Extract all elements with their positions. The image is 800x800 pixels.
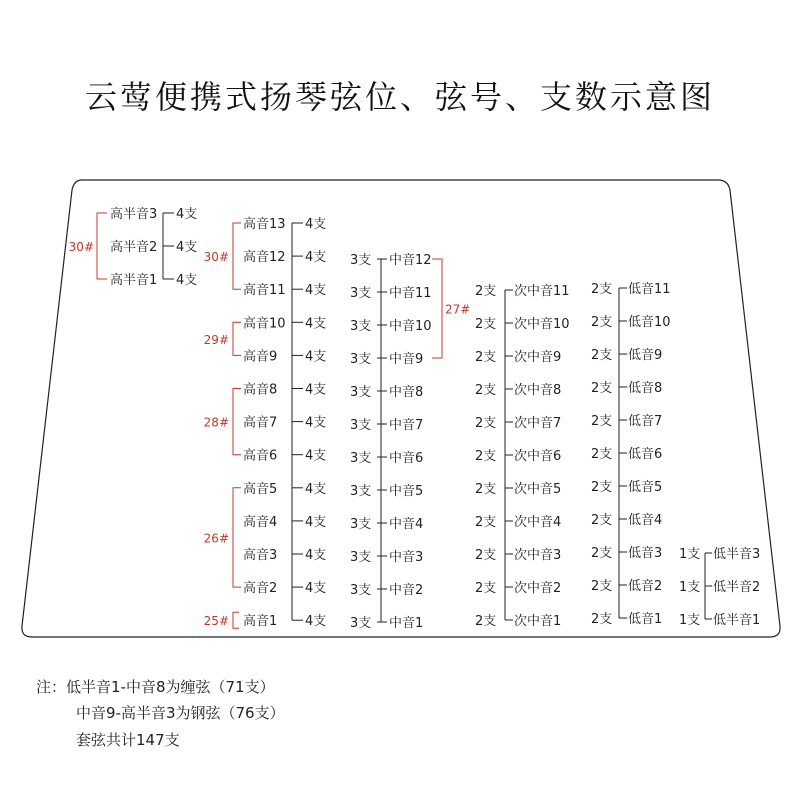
string-label-gao: 高音9 bbox=[243, 349, 278, 365]
string-count-di: 2支 bbox=[591, 546, 613, 561]
string-count-cizhong: 2支 bbox=[475, 449, 497, 464]
string-label-gao: 高音6 bbox=[243, 448, 278, 464]
string-count-cizhong: 2支 bbox=[475, 614, 497, 629]
group-bracket-gao-0 bbox=[233, 223, 241, 289]
string-count-zhong: 3支 bbox=[350, 616, 372, 631]
string-count-di: 2支 bbox=[591, 447, 613, 462]
string-label-gao: 高音12 bbox=[243, 250, 286, 266]
string-label-cizhong: 次中音1 bbox=[514, 614, 562, 629]
string-label-gaoban-1: 高半音1 bbox=[110, 273, 158, 288]
string-count-gao: 4支 bbox=[305, 283, 327, 299]
string-count-cizhong: 2支 bbox=[475, 548, 497, 563]
string-count-di: 2支 bbox=[591, 282, 613, 297]
string-label-cizhong: 次中音8 bbox=[514, 383, 562, 398]
string-count-diban: 1支 bbox=[679, 613, 701, 628]
group-label-zhong: 27# bbox=[445, 302, 471, 317]
string-count-cizhong: 2支 bbox=[475, 416, 497, 431]
string-count-cizhong: 2支 bbox=[475, 317, 497, 332]
string-label-zhong: 中音8 bbox=[389, 385, 424, 400]
string-count-gao: 4支 bbox=[305, 514, 327, 530]
note-line-1: 注：低半音1-中音8为缠弦（71支） bbox=[36, 678, 275, 696]
string-label-cizhong: 次中音9 bbox=[514, 350, 562, 365]
group-bracket-gao-2 bbox=[233, 389, 241, 455]
string-count-zhong: 3支 bbox=[350, 484, 372, 499]
string-count-gao: 4支 bbox=[305, 548, 327, 563]
group-bracket-gao-3 bbox=[233, 488, 241, 587]
string-count-di: 2支 bbox=[591, 348, 613, 363]
diagram-title: 云莺便携式扬琴弦位、弦号、支数示意图 bbox=[84, 78, 716, 116]
string-label-gao: 高音3 bbox=[243, 548, 278, 563]
string-count-zhong: 3支 bbox=[350, 385, 372, 400]
string-count-diban: 1支 bbox=[679, 547, 701, 562]
group-label-gao-0: 30# bbox=[203, 250, 229, 265]
string-label-di: 低音2 bbox=[628, 579, 663, 594]
string-count-zhong: 3支 bbox=[350, 517, 372, 532]
string-label-gao: 高音1 bbox=[243, 614, 278, 630]
string-label-cizhong: 次中音3 bbox=[514, 548, 562, 563]
string-count-gaoban-1: 4支 bbox=[176, 273, 198, 288]
string-count-zhong: 3支 bbox=[350, 550, 372, 565]
string-count-zhong: 3支 bbox=[350, 286, 372, 301]
group-label-gao-4: 25# bbox=[203, 614, 229, 629]
string-count-gao: 4支 bbox=[305, 349, 327, 365]
string-label-cizhong: 次中音7 bbox=[514, 416, 562, 431]
string-label-gao: 高音5 bbox=[243, 481, 278, 497]
string-count-gao: 4支 bbox=[305, 481, 327, 497]
string-label-zhong: 中音9 bbox=[389, 352, 424, 367]
note-line-2: 中音9-高半音3为钢弦（76支） bbox=[76, 704, 285, 722]
group-label-gaoban: 30# bbox=[68, 240, 94, 254]
string-count-gao: 4支 bbox=[305, 581, 327, 597]
string-count-di: 2支 bbox=[591, 381, 613, 396]
string-count-zhong: 3支 bbox=[350, 352, 372, 367]
string-label-zhong: 中音2 bbox=[389, 583, 424, 598]
group-label-gao-1: 29# bbox=[203, 332, 229, 347]
string-label-di: 低音6 bbox=[628, 447, 663, 462]
string-label-zhong: 中音5 bbox=[389, 484, 424, 499]
string-count-cizhong: 2支 bbox=[475, 581, 497, 596]
string-label-zhong: 中音7 bbox=[389, 418, 424, 433]
group-bracket-gao-1 bbox=[233, 322, 241, 355]
string-label-zhong: 中音4 bbox=[389, 517, 424, 532]
string-label-di: 低音4 bbox=[628, 513, 663, 528]
string-label-gao: 高音11 bbox=[243, 283, 286, 299]
string-label-di: 低音8 bbox=[628, 381, 663, 396]
string-count-gao: 4支 bbox=[305, 448, 327, 464]
string-label-di: 低音7 bbox=[628, 414, 663, 429]
group-label-gao-2: 28# bbox=[203, 415, 229, 430]
string-count-gao: 4支 bbox=[305, 250, 327, 266]
string-label-gao: 高音8 bbox=[243, 382, 278, 398]
string-label-diban: 低半音2 bbox=[713, 580, 761, 595]
string-count-gao: 4支 bbox=[305, 415, 327, 431]
string-count-gaoban-3: 4支 bbox=[176, 207, 198, 222]
group-bracket-zhong bbox=[432, 259, 442, 358]
string-count-zhong: 3支 bbox=[350, 418, 372, 433]
string-layout bbox=[69, 206, 761, 631]
string-label-diban: 低半音1 bbox=[713, 613, 761, 628]
string-count-di: 2支 bbox=[591, 480, 613, 495]
string-count-cizhong: 2支 bbox=[475, 515, 497, 530]
string-label-diban: 低半音3 bbox=[713, 547, 761, 562]
string-label-zhong: 中音12 bbox=[389, 253, 432, 268]
string-count-gaoban-2: 4支 bbox=[176, 240, 198, 255]
string-label-di: 低音9 bbox=[628, 348, 663, 363]
note-line-3: 套弦共计147支 bbox=[76, 731, 180, 749]
string-label-cizhong: 次中音11 bbox=[514, 284, 570, 299]
string-count-zhong: 3支 bbox=[350, 583, 372, 598]
string-count-cizhong: 2支 bbox=[475, 284, 497, 299]
string-label-zhong: 中音10 bbox=[389, 319, 432, 334]
string-label-gao: 高音7 bbox=[243, 415, 278, 431]
string-count-gao: 4支 bbox=[305, 217, 327, 232]
string-label-di: 低音3 bbox=[628, 546, 663, 561]
string-count-zhong: 3支 bbox=[350, 253, 372, 268]
string-label-zhong: 中音6 bbox=[389, 451, 424, 466]
string-label-di: 低音11 bbox=[628, 282, 671, 297]
string-count-cizhong: 2支 bbox=[475, 482, 497, 497]
string-count-di: 2支 bbox=[591, 315, 613, 330]
string-count-gao: 4支 bbox=[305, 382, 327, 398]
string-label-gao: 高音2 bbox=[243, 581, 278, 597]
string-count-zhong: 3支 bbox=[350, 319, 372, 334]
string-label-gao: 高音13 bbox=[243, 217, 286, 232]
string-label-zhong: 中音1 bbox=[389, 616, 424, 631]
string-label-gaoban-2: 高半音2 bbox=[110, 240, 158, 255]
string-label-di: 低音10 bbox=[628, 315, 671, 330]
group-bracket-gao-4 bbox=[233, 612, 239, 628]
group-label-gao-3: 26# bbox=[203, 531, 229, 546]
group-bracket-gaoban bbox=[97, 213, 107, 279]
string-count-diban: 1支 bbox=[679, 580, 701, 595]
string-count-di: 2支 bbox=[591, 414, 613, 429]
string-count-di: 2支 bbox=[591, 579, 613, 594]
string-label-zhong: 中音3 bbox=[389, 550, 424, 565]
string-count-cizhong: 2支 bbox=[475, 350, 497, 365]
string-count-cizhong: 2支 bbox=[475, 383, 497, 398]
string-count-gao: 4支 bbox=[305, 316, 327, 332]
string-label-zhong: 中音11 bbox=[389, 286, 432, 301]
string-label-gao: 高音4 bbox=[243, 514, 278, 530]
string-label-cizhong: 次中音6 bbox=[514, 449, 562, 464]
string-label-cizhong: 次中音2 bbox=[514, 581, 562, 596]
string-count-gao: 4支 bbox=[305, 614, 327, 630]
string-label-gao: 高音10 bbox=[243, 316, 286, 332]
string-label-cizhong: 次中音5 bbox=[514, 482, 562, 497]
string-count-zhong: 3支 bbox=[350, 451, 372, 466]
string-label-cizhong: 次中音4 bbox=[514, 515, 562, 530]
string-count-di: 2支 bbox=[591, 513, 613, 528]
string-label-cizhong: 次中音10 bbox=[514, 317, 570, 332]
notes-block bbox=[36, 678, 285, 749]
string-label-di: 低音1 bbox=[628, 612, 663, 627]
string-label-di: 低音5 bbox=[628, 480, 663, 495]
string-count-di: 2支 bbox=[591, 612, 613, 627]
string-label-gaoban-3: 高半音3 bbox=[110, 207, 158, 222]
